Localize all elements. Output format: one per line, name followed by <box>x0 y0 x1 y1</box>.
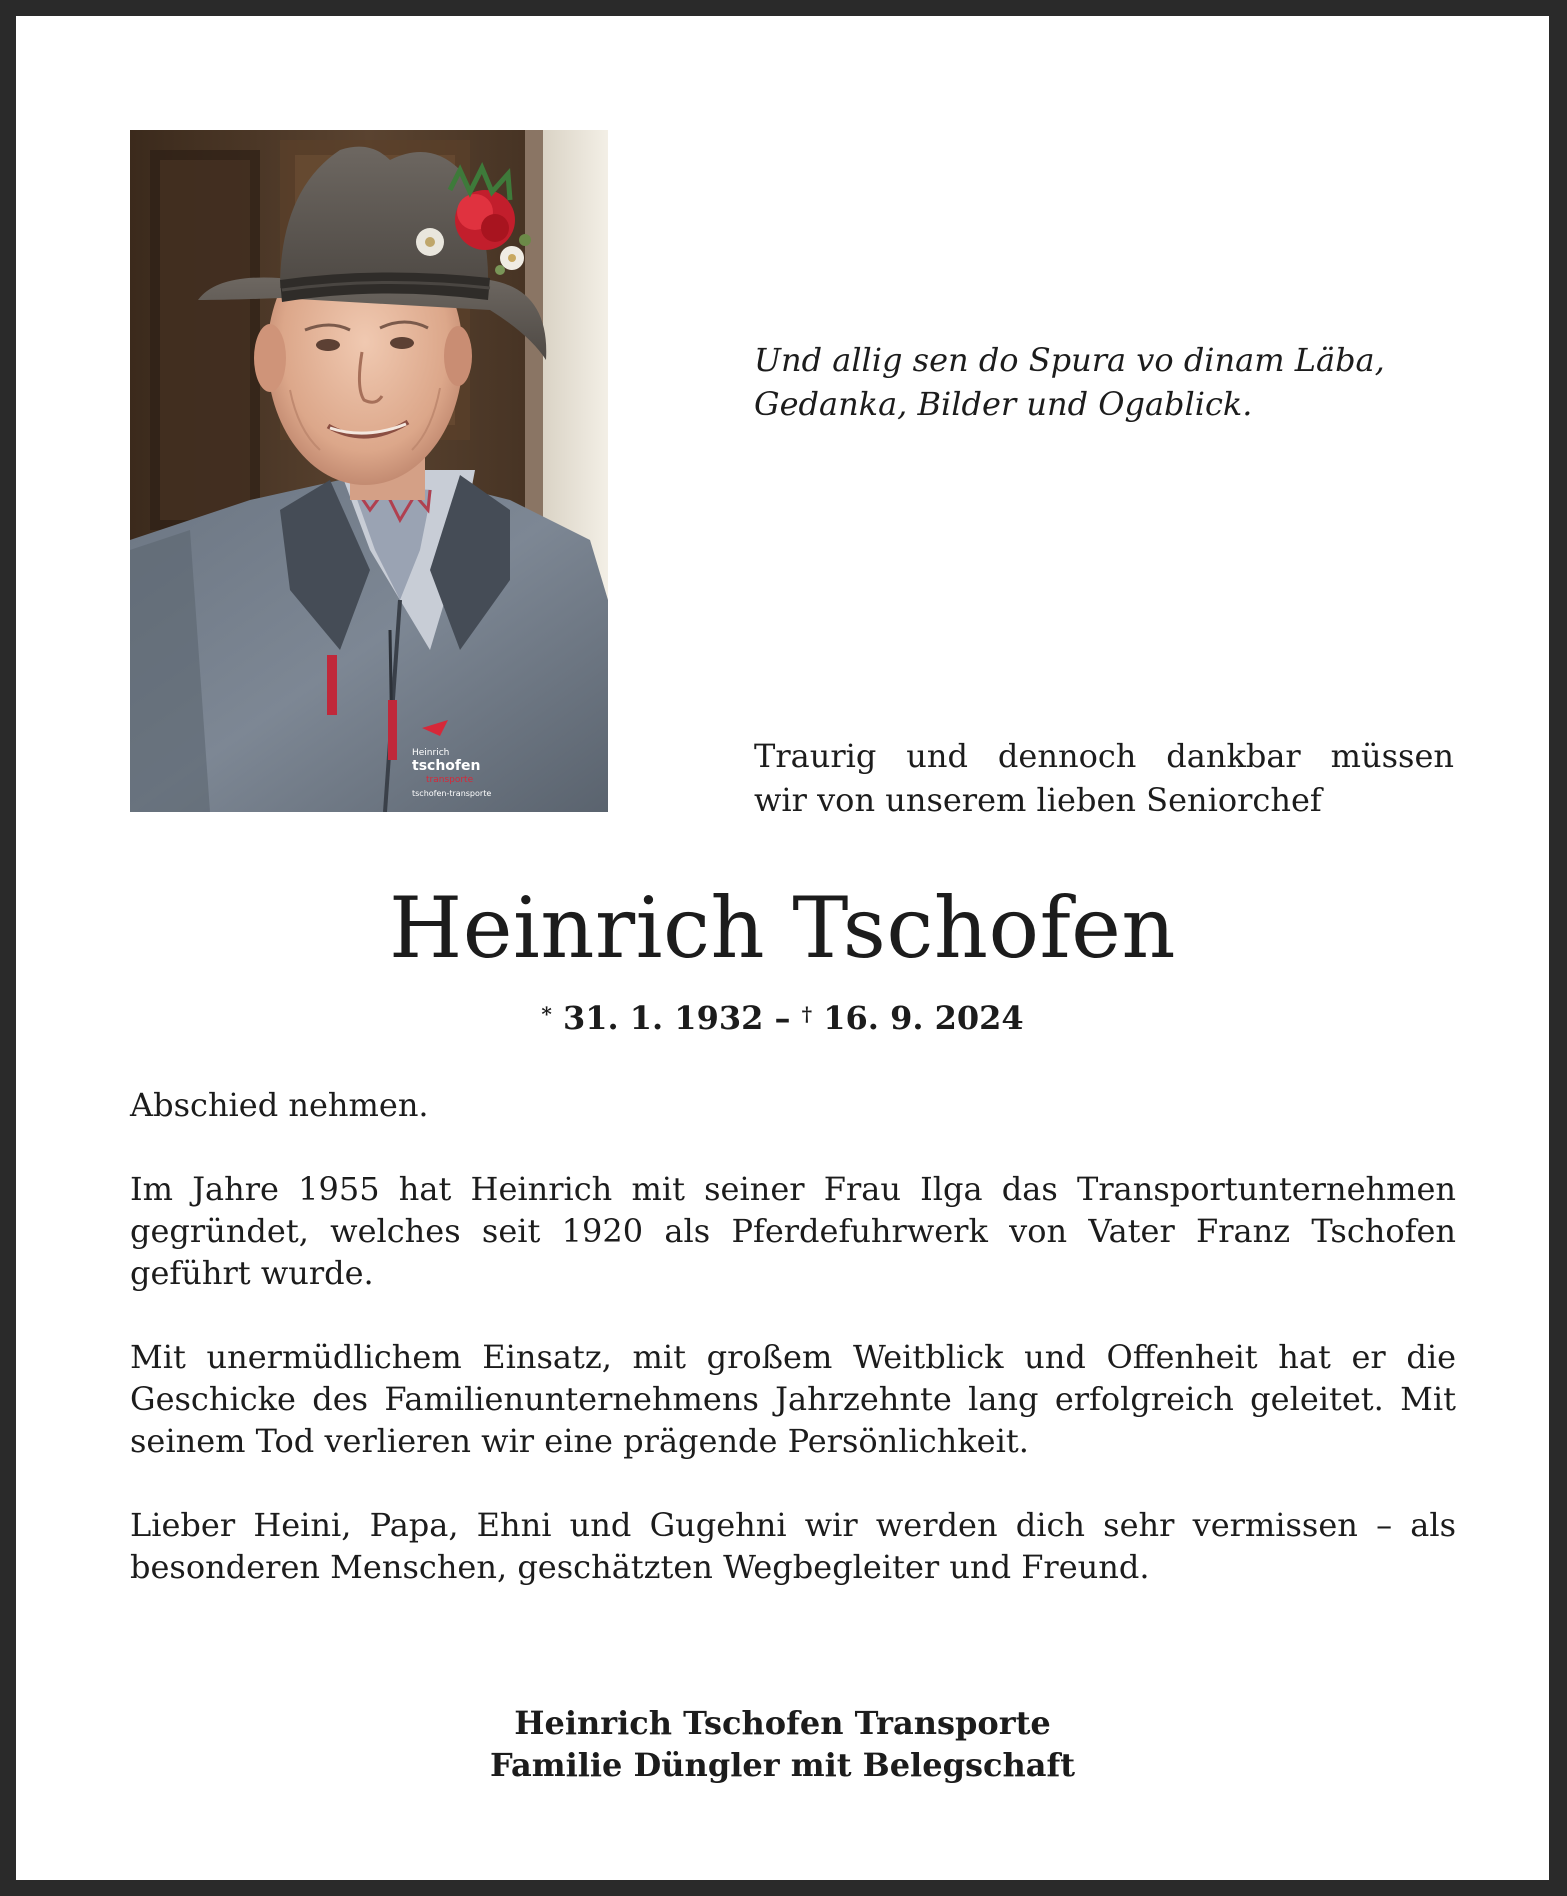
svg-text:tschofen-transporte: tschofen-transporte <box>412 789 492 798</box>
deceased-name: Heinrich Tschofen <box>389 879 1176 977</box>
date-separator: – <box>763 999 802 1037</box>
intro-line <box>754 734 1454 778</box>
portrait-photo <box>130 130 608 812</box>
intro-word: dennoch <box>997 737 1137 775</box>
death-date: 16. 9. 2024 <box>823 999 1024 1037</box>
birth-date: 31. 1. 1932 <box>562 999 764 1037</box>
dialect-quote <box>754 338 1454 426</box>
svg-text:transporte: transporte <box>426 775 474 785</box>
life-dates <box>16 996 1549 1040</box>
obituary-text <box>130 1084 1456 1630</box>
paragraph: Lieber Heini, Papa, Ehni und Gugehni wir werden dich sehr vermissen – als besonderen Menschen, geschätzten Wegbegleiter und Freund. <box>130 1506 1456 1586</box>
signature-line: Heinrich Tschofen Transporte <box>514 1704 1051 1742</box>
intro-line: wir von unserem lieben Seniorchef <box>754 781 1322 819</box>
paragraph: Im Jahre 1955 hat Heinrich mit seiner Frau Ilga das Transportunternehmen gegründet, welches seit 1920 als Pferdefuhrwerk von Vater Franz Tschofen geführt wurde. <box>130 1170 1456 1292</box>
paragraph: Abschied nehmen. <box>130 1086 429 1124</box>
signature-block <box>16 1702 1549 1786</box>
quote-line: Gedanka, Bilder und Ogablick. <box>754 385 1253 423</box>
intro-word: müssen <box>1330 737 1454 775</box>
death-symbol: † <box>801 1002 813 1026</box>
obituary-page <box>16 16 1549 1880</box>
portrait-illustration <box>130 130 608 812</box>
intro-word: Traurig <box>754 737 877 775</box>
svg-text:Heinrich: Heinrich <box>412 748 450 758</box>
birth-symbol: * <box>541 1002 552 1026</box>
announcement-intro <box>754 734 1454 822</box>
paragraph: Mit unermüdlichem Einsatz, mit großem Weitblick und Offenheit hat er die Geschicke des Familienunternehmens Jahrzehnte lang erfolgreich geleitet. Mit seinem Tod verlieren wir eine prägende Persönlichkeit. <box>130 1338 1456 1460</box>
quote-line: Und allig sen do Spura vo dinam Läba, <box>754 341 1385 379</box>
svg-text:tschofen: tschofen <box>412 758 481 774</box>
intro-word: dankbar <box>1166 737 1301 775</box>
intro-word: und <box>906 737 968 775</box>
signature-line: Familie Düngler mit Belegschaft <box>490 1746 1075 1784</box>
